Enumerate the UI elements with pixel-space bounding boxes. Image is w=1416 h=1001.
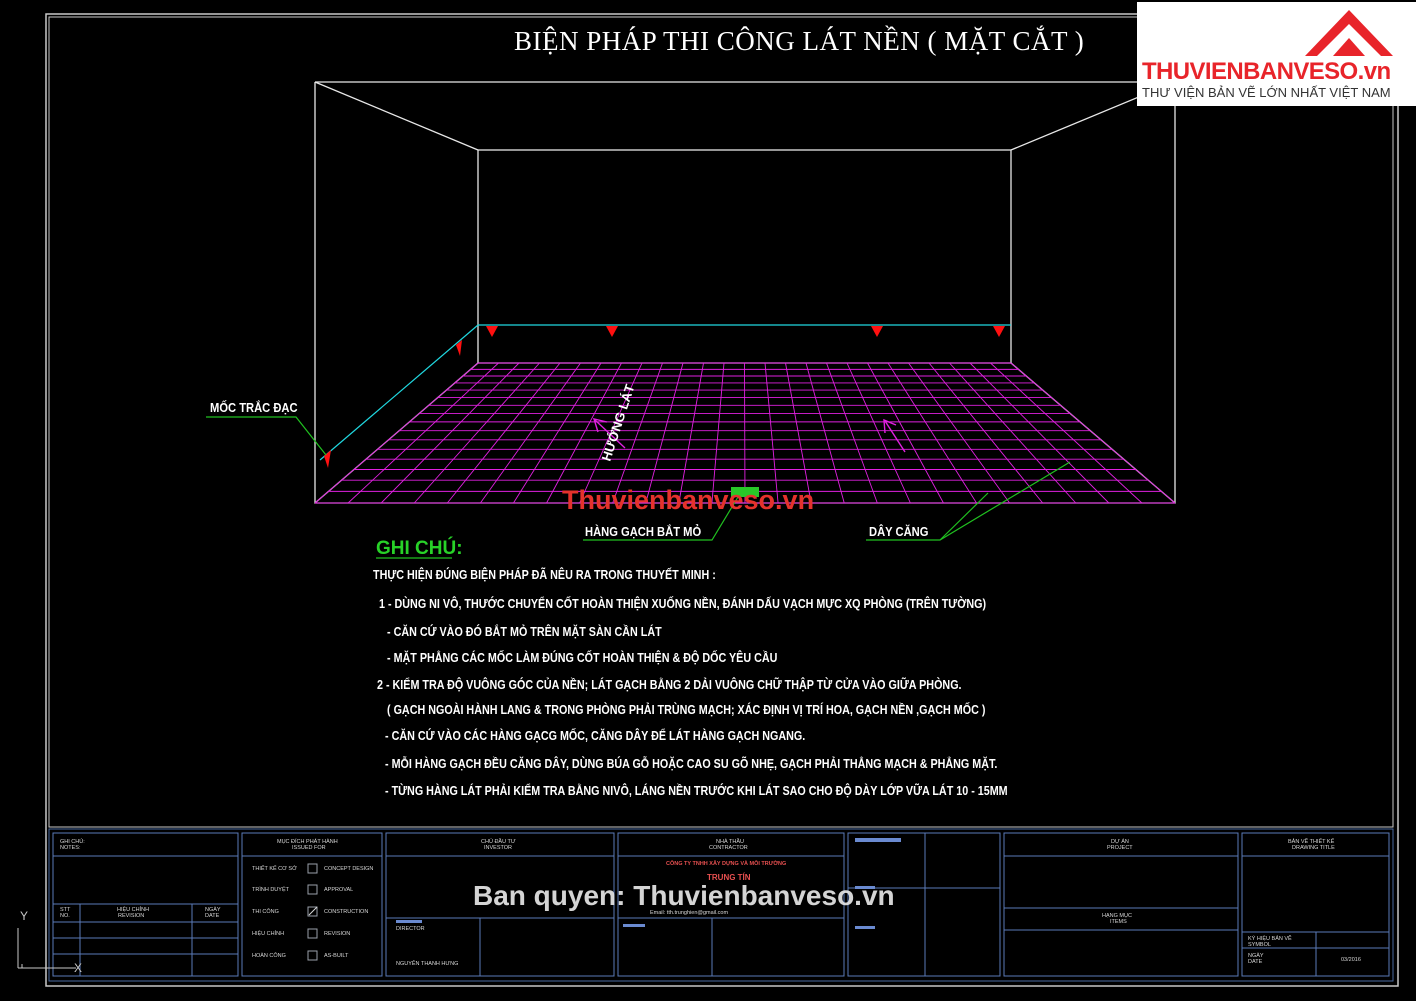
site-logo[interactable] — [1137, 2, 1416, 106]
grid-line — [447, 363, 560, 503]
tb-issued-vn: THIẾT KẾ CƠ SỞ — [252, 866, 297, 872]
house-roof-icon — [1297, 4, 1397, 58]
grid-line — [513, 363, 601, 503]
ucs-x-label: X — [74, 961, 83, 975]
tb-date-value: 03/2016 — [1341, 957, 1361, 963]
grid-line — [786, 363, 812, 503]
tb-col-rev: HIỆU CHỈNH — [117, 907, 150, 913]
grid-line — [765, 363, 778, 503]
grid-line — [480, 363, 580, 503]
marker-triangle — [486, 326, 498, 337]
grid-line — [929, 363, 1043, 503]
issued-checkboxes — [308, 864, 317, 960]
tb-issued-header: MỤC ĐÍCH PHÁT HÀNH — [277, 839, 338, 845]
survey-mark-label: MỐC TRẮC ĐẠC — [210, 400, 298, 415]
grid-line — [381, 363, 519, 503]
tb-col-no: NO. — [60, 913, 70, 919]
grid-line — [745, 363, 746, 503]
tension-string-label: DÂY CĂNG — [869, 524, 929, 539]
grid-line — [827, 363, 878, 503]
notes-heading: GHI CHÚ: — [376, 538, 463, 559]
note-line: - CĂN CỨ VÀO CÁC HÀNG GẠCG MỐC, CĂNG DÂY ĐỂ LÁT HÀNG GẠCH NGANG. — [385, 729, 806, 743]
note-line: ( GẠCH NGOÀI HÀNH LANG & TRONG PHÒNG PHẢI TRÙNG MẠCH; XÁC ĐỊNH VỊ TRÍ HOA, GẠCH NỀN ,GẠCH MỐC ) — [387, 703, 986, 717]
note-line: - MẶT PHẲNG CÁC MỐC LÀM ĐÚNG CỐT HOÀN THIỆN & ĐỘ DỐC YÊU CẦU — [387, 651, 778, 665]
tb-project-header-en: PROJECT — [1107, 845, 1133, 851]
tb-issued-en: AS-BUILT — [324, 953, 349, 959]
tb-date-label: NGÀY — [1248, 953, 1264, 959]
tb-contractor-company: CÔNG TY TNHH XÂY DỰNG VÀ MÔI TRƯỜNG — [666, 861, 787, 867]
marker-triangle — [871, 326, 883, 337]
tb-symbol: KÝ HIỆU BẢN VẼ — [1248, 936, 1292, 942]
grid-line — [909, 363, 1010, 503]
grid-line — [712, 363, 724, 503]
notes-intro: THỰC HIỆN ĐÚNG BIỆN PHÁP ĐÃ NÊU RA TRONG THUYẾT MINH : — [373, 568, 716, 582]
watermark-copyright: Ban quyen: Thuvienbanveso.vn — [473, 880, 895, 911]
grid-line — [679, 363, 704, 503]
tb-col-stt: STT — [60, 907, 71, 913]
tb-contractor-email: Email: tth.trunghien@gmail.com — [650, 910, 729, 916]
laying-direction-label: HƯỚNG LÁT — [598, 382, 638, 463]
tb-issued-en: REVISION — [324, 931, 351, 937]
tb-director: DIRECTOR — [396, 926, 425, 932]
checkbox — [308, 929, 317, 938]
tb-issued-en: CONSTRUCTION — [324, 909, 369, 915]
tb-issued-en: APPROVAL — [324, 887, 354, 893]
tb-drawing-title-header-en: DRAWING TITLE — [1292, 845, 1335, 851]
grid-line — [970, 363, 1109, 503]
tb-issued-vn: HIỆU CHỈNH — [252, 931, 285, 937]
tb-notes-header: GHI CHÚ: — [60, 839, 85, 845]
tb-issued-vn: TRÌNH DUYỆT — [252, 887, 289, 893]
tb-investor-name: NGUYỄN THANH HƯNG — [396, 961, 459, 967]
tb-issued-header-en: ISSUED FOR — [292, 845, 326, 851]
tb-drawing-title-header: BẢN VẼ THIẾT KẾ — [1288, 839, 1335, 845]
checkbox — [308, 885, 317, 894]
tb-symbol-en: SYMBOL — [1248, 942, 1271, 948]
marker-triangle — [324, 450, 331, 468]
tb-col-date: NGÀY — [205, 907, 221, 913]
watermark-center: Thuvienbanveso.vn — [562, 485, 815, 515]
survey-markers — [324, 326, 1005, 468]
tb-investor-header: CHỦ ĐẦU TƯ — [481, 839, 516, 845]
tb-col-date-en: DATE — [205, 913, 220, 919]
tb-investor-header-en: INVESTOR — [484, 845, 513, 851]
grid-line — [646, 363, 683, 503]
ucs-icon — [18, 928, 76, 968]
note-line: 2 - KIỂM TRA ĐỘ VUÔNG GÓC CỦA NỀN; LÁT GẠCH BẰNG 2 DẢI VUÔNG CHỮ THẬP TỪ CỬA VÀO GIỮA PHÒNG. — [377, 678, 962, 692]
grid-line — [315, 363, 478, 503]
tb-contractor-header-en: CONTRACTOR — [709, 845, 748, 851]
marker-triangle — [993, 326, 1005, 337]
guide-tile-row-label: HÀNG GẠCH BẮT MỎ — [585, 524, 702, 539]
marker-triangle — [606, 326, 618, 337]
note-line: - MỖI HÀNG GẠCH ĐỀU CĂNG DÂY, DÙNG BÚA GỖ HOẶC CAO SU GÕ NHẸ, GẠCH PHẢI THẲNG MẠCH & PHẲNG MẶT. — [385, 757, 998, 771]
floor-tile-grid — [315, 363, 1175, 503]
note-line: - CĂN CỨ VÀO ĐÓ BẮT MỎ TRÊN MẶT SÀN CẦN LÁT — [387, 625, 662, 639]
tb-col-rev-en: REVISION — [118, 913, 145, 919]
logo-tagline: THƯ VIỆN BẢN VẼ LỚN NHẤT VIỆT NAM — [1142, 85, 1391, 100]
grid-line — [414, 363, 539, 503]
tb-project-header: DỰ ÁN — [1111, 839, 1129, 845]
tb-date-label-en: DATE — [1248, 959, 1263, 965]
ucs-y-label: Y — [20, 909, 29, 923]
tb-notes-header-en: NOTES: — [60, 845, 81, 851]
logo-name: THUVIENBANVESO.vn — [1142, 58, 1391, 85]
grid-line — [348, 363, 498, 503]
tb-issued-vn: HOÀN CÔNG — [252, 953, 286, 959]
tb-contractor-name: TRUNG TÍN — [707, 873, 751, 882]
checkbox — [308, 951, 317, 960]
note-line: - TỪNG HÀNG LÁT PHẢI KIỂM TRA BẰNG NIVÔ, LÁNG NỀN TRƯỚC KHI LÁT SAO CHO ĐỘ DÀY LỚP VỮA LÁT 10 - 15MM — [385, 784, 1008, 798]
tb-items-header: HẠNG MỤC — [1102, 913, 1132, 919]
tb-items-header-en: ITEMS — [1110, 919, 1127, 925]
drawing-title: BIỆN PHÁP THI CÔNG LÁT NỀN ( MẶT CẮT ) — [514, 26, 1085, 56]
tb-contractor-header: NHÀ THẦU — [716, 839, 745, 845]
tb-issued-en: CONCEPT DESIGN — [324, 866, 374, 872]
note-line: 1 - DÙNG NI VÔ, THƯỚC CHUYỂN CỐT HOÀN THIỆN XUỐNG NỀN, ĐÁNH DẤU VẠCH MỰC XQ PHÒNG (TRÊN TƯỜNG) — [379, 597, 987, 611]
checkbox — [308, 864, 317, 873]
grid-line — [806, 363, 844, 503]
tb-issued-vn: THI CÔNG — [252, 909, 279, 915]
